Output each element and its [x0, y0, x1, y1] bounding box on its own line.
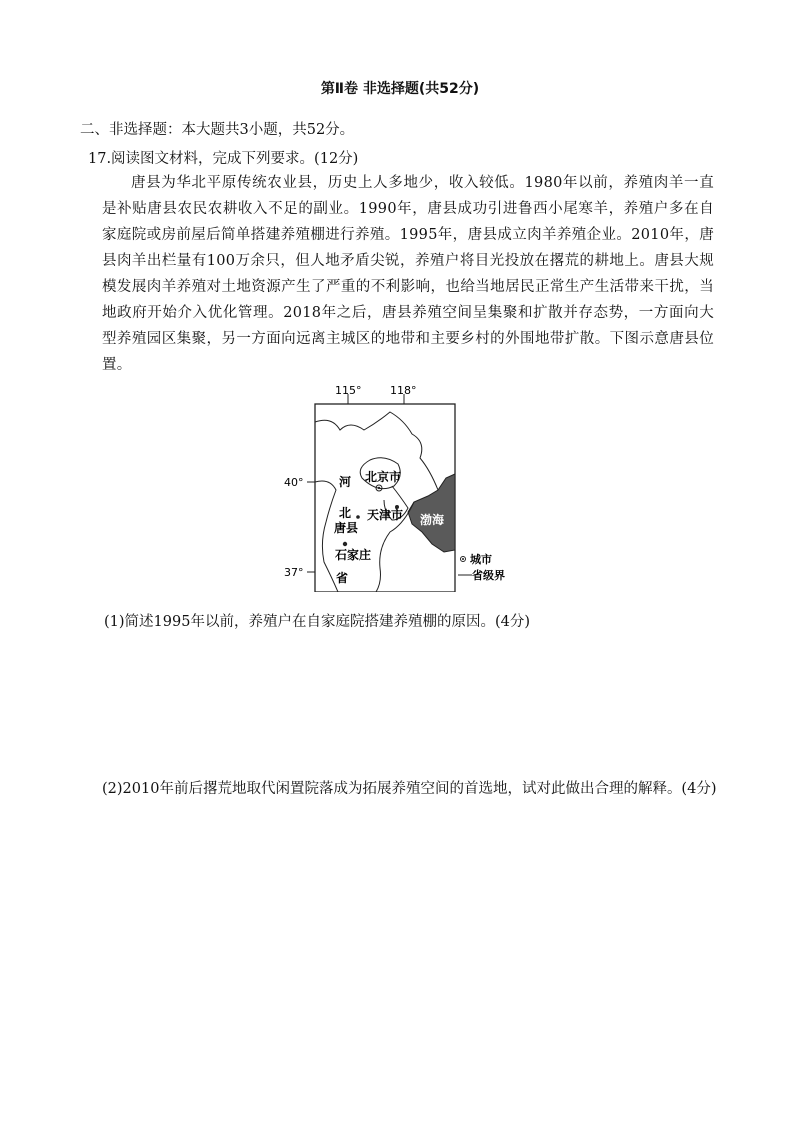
legend-city: 城市: [470, 553, 492, 566]
legend-boundary: 省级界: [472, 569, 505, 582]
hebei-label-3: 省: [336, 571, 349, 585]
bohai-label: 渤海: [420, 513, 445, 527]
hebei-label-1: 河: [339, 475, 352, 489]
lat-label-40: 40°: [284, 476, 304, 489]
location-map: [280, 382, 510, 592]
sub-question-2: (2)2010年前后撂荒地取代闲置院落成为拓展养殖空间的首选地，试对此做出合理的解释。(4分): [102, 781, 717, 797]
tangxian-label: 唐县: [334, 521, 359, 535]
question-passage: 唐县为华北平原传统农业县，历史上人多地少，收入较低。1980年以前，养殖肉羊一直是补贴唐县农民农耕收入不足的副业。1990年，唐县成功引进鲁西小尾寒羊，养殖户多在自家庭院或房前屋后简单搭建养殖棚进行养殖。1995年，唐县成立肉羊养殖企业。2010年，唐县肉羊出栏量有100万余只，但人地矛盾尖锐，养殖户将目光投放在撂荒的耕地上。唐县大规模发展肉羊养殖对土地资源产生了严重的不利影响，也给当地居民正常生产生活带来干扰，当地政府开始介入优化管理。2018年之后，唐县养殖空间呈集聚和扩散并存态势，一方面向大型养殖园区集聚，另一方面向远离主城区的地带和主要乡村的外围地带扩散。下图示意唐县位置。: [102, 175, 714, 373]
beijing-label: 北京市: [365, 470, 402, 484]
part-heading: 二、非选择题：本大题共3小题，共52分。: [80, 122, 355, 138]
tianjin-label: 天津市: [367, 508, 404, 522]
hebei-label-2: 北: [339, 506, 352, 520]
question-heading: 17.阅读图文材料，完成下列要求。(12分): [88, 151, 359, 167]
sub-question-1: (1)简述1995年以前，养殖户在自家庭院搭建养殖棚的原因。(4分): [104, 614, 530, 630]
section-title: 第Ⅱ卷 非选择题(共52分): [320, 81, 480, 97]
lon-label-118: 118°: [390, 384, 417, 397]
lat-label-37: 37°: [284, 566, 304, 579]
shijiazhuang-label: 石家庄: [335, 548, 372, 562]
map-legend: [458, 552, 505, 582]
lon-label-115: 115°: [335, 384, 362, 397]
